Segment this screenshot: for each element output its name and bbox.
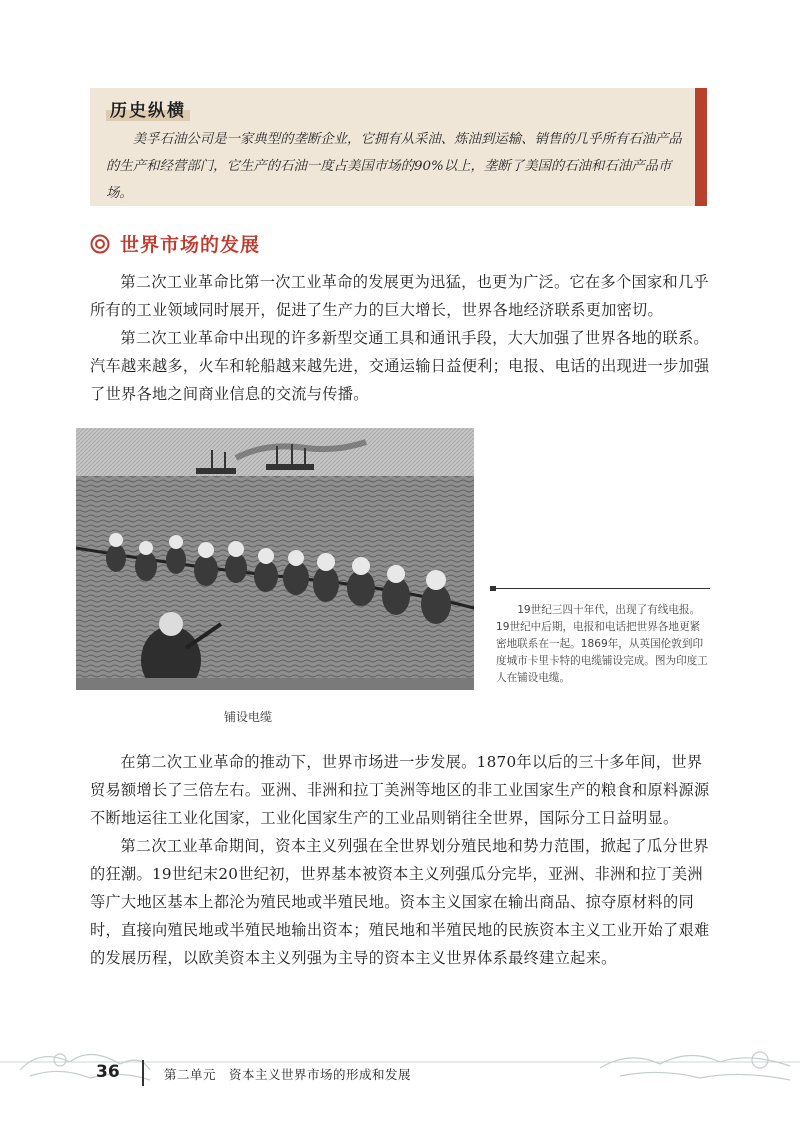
- paragraph-2: 第二次工业革命中出现的许多新型交通工具和通讯手段，大大加强了世界各地的联系。汽车越来越多，火车和轮船越来越先进，交通运输日益便利；电报、电话的出现进一步加强了世界各地之间商业信息的交流与传播。: [90, 329, 710, 403]
- sidebar-accent-bar: [695, 88, 707, 206]
- section-title: 世界市场的发展: [120, 234, 261, 256]
- unit-title: 第二单元 资本主义世界市场的形成和发展: [164, 1067, 412, 1082]
- section-heading: [90, 230, 260, 257]
- sidebar-text: 美孚石油公司是一家典型的垄断企业，它拥有从采油、炼油到运输、销售的几乎所有石油产品的生产和经营部门，它生产的石油一度占美国市场的90%以上，垄断了美国的石油和石油产品市场。: [106, 132, 682, 201]
- caption-rule: [490, 588, 710, 589]
- paragraph-3: 在第二次工业革命的推动下，世界市场进一步发展。1870年以后的三十多年间，世界贸易额增长了三倍左右。亚洲、非洲和拉丁美洲等地区的非工业国家生产的粮食和原料源源不断地运往工业化国家，工业化国家生产的工业品则销往全世界，国际分工日益明显。: [90, 753, 710, 827]
- cable-laying-illustration: [76, 428, 474, 690]
- paragraph-1: 第二次工业革命比第一次工业革命的发展更为迅猛，也更为广泛。它在多个国家和几乎所有的工业领域同时展开，促进了生产力的巨大增长，世界各地经济联系更加密切。: [90, 273, 709, 319]
- figure-caption: 19世纪三四十年代，出现了有线电报。19世纪中后期，电报和电话把世界各地更紧密地联系在一起。1869年，从英国伦敦到印度城市卡里卡特的电缆铺设完成。图为印度工人在铺设电缆。: [496, 604, 708, 684]
- footer-separator: [142, 1060, 144, 1086]
- figure-label: 铺设电缆: [224, 710, 273, 724]
- paragraph-4: 第二次工业革命期间，资本主义列强在全世界划分殖民地和势力范围，掀起了瓜分世界的狂潮。19世纪末20世纪初，世界基本被资本主义列强瓜分完毕，亚洲、非洲和拉丁美洲等广大地区基本上都沦为殖民地或半殖民地。资本主义国家在输出商品、掠夺原材料的同时，直接向殖民地或半殖民地输出资本；殖民地和半殖民地的民族资本主义工业开始了艰难的发展历程，以欧美资本主义列强为主导的资本主义世界体系最终建立起来。: [90, 837, 710, 967]
- sidebar-tag: 历史纵横: [106, 96, 190, 121]
- history-sidebar-box: [90, 88, 707, 206]
- double-circle-icon: [90, 234, 110, 254]
- page-number: 36: [96, 1062, 120, 1082]
